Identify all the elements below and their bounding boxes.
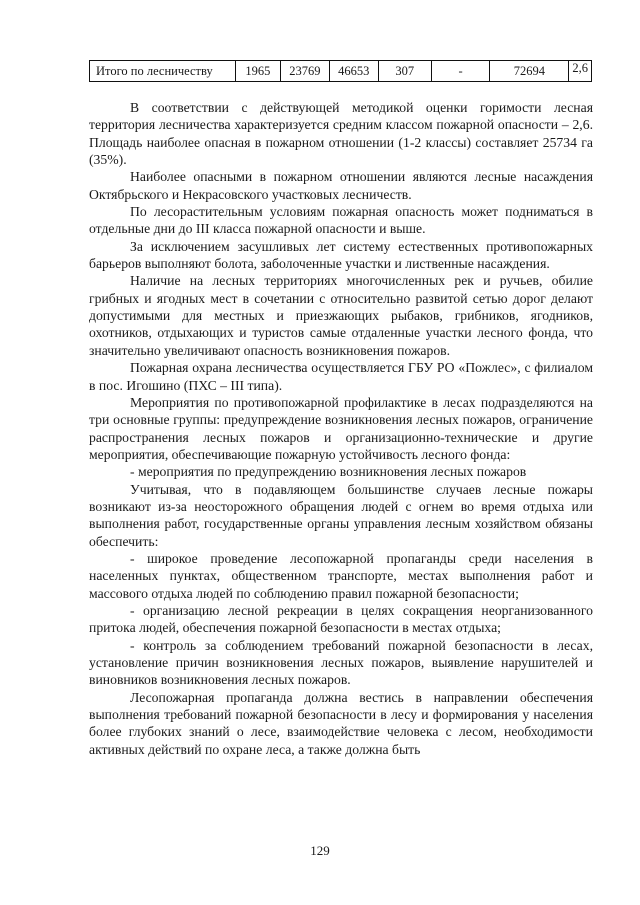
list-item: - контроль за соблюдением требований пожарной безопасности в лесах, установление причин возникновения лесных пожаров, выявление нарушителей и виновников возникновения лесных пожаров. — [89, 637, 593, 688]
paragraph: Наличие на лесных территориях многочисленных рек и ручьев, обилие грибных и ягодных мест в сочетании с относительно развитой сетью дорог делают допустимыми для местных и приезжающих рыбаков, грибников, ягодников, охотников, отдыхающих и туристов самые отдаленные участки лесного фонда, что значительно увеличивают опасность возникновения пожаров. — [89, 273, 593, 358]
table-cell: 307 — [378, 61, 431, 82]
table-cell: 72694 — [490, 61, 569, 82]
table-cell: - — [431, 61, 490, 82]
paragraph: В соответствии с действующей методикой оценки горимости лесная территория лесничества характеризуется средним классом пожарной опасности – 2,6. Площадь наиболее опасная в пожарном отношении (1-2 классы) составляет 25734 га (35%). — [89, 100, 593, 168]
table-cell: 1965 — [235, 61, 280, 82]
paragraph: Учитывая, что в подавляющем большинстве случаев лесные пожары возникают из-за неосторожного обращения людей с огнем во время отдыха или выполнения работ, государственные органы управления лесным хозяйством обязаны обеспечить: — [89, 481, 593, 549]
table-row — [90, 61, 592, 82]
paragraph: Лесопожарная пропаганда должна вестись в направлении обеспечения выполнения требований пожарной безопасности в лесу и формирования у населения более глубоких знаний о лесе, взаимодействие человека с лесом, необходимости активных действий по охране леса, а также должна быть — [89, 689, 593, 757]
paragraph: Пожарная охрана лесничества осуществляется ГБУ РО «Пожлес», с филиалом в пос. Игошино (ПХС – III типа). — [89, 360, 593, 393]
paragraph: По лесорастительным условиям пожарная опасность может подниматься в отдельные дни до III класса пожарной опасности и выше. — [89, 204, 593, 237]
paragraph: Наиболее опасными в пожарном отношении являются лесные насаждения Октябрьского и Некрасовского участковых лесничеств. — [89, 169, 593, 202]
paragraph: Мероприятия по противопожарной профилактике в лесах подразделяются на три основные группы: предупреждение возникновения лесных пожаров, ограничение распространения лесных пожаров и организационно-технические и другие мероприятия, обеспечивающие пожарную устойчивость лесного фонда: — [89, 394, 593, 462]
table-cell-label: Итого по лесничеству — [90, 61, 236, 82]
table-cell: 2,6 — [569, 61, 592, 82]
paragraph: За исключением засушливых лет систему естественных противопожарных барьеров выполняют болота, заболоченные участки и лиственные насаждения. — [89, 238, 593, 272]
summary-table — [89, 60, 592, 82]
page-number: 129 — [310, 843, 330, 858]
list-item: - организацию лесной рекреации в целях сокращения неорганизованного притока людей, обеспечения пожарной безопасности в местах отдыха; — [89, 602, 593, 636]
list-item: - мероприятия по предупреждению возникновения лесных пожаров — [130, 464, 527, 480]
body-text — [89, 99, 593, 758]
table-cell: 23769 — [280, 61, 329, 82]
summary-table-wrap — [89, 60, 592, 82]
table-cell: 46653 — [329, 61, 378, 82]
list-item: - широкое проведение лесопожарной пропаганды среди населения в населенных пунктах, общественном транспорте, местах выполнения работ и массового отдыха людей по соблюдению правил пожарной безопасности; — [89, 550, 593, 601]
